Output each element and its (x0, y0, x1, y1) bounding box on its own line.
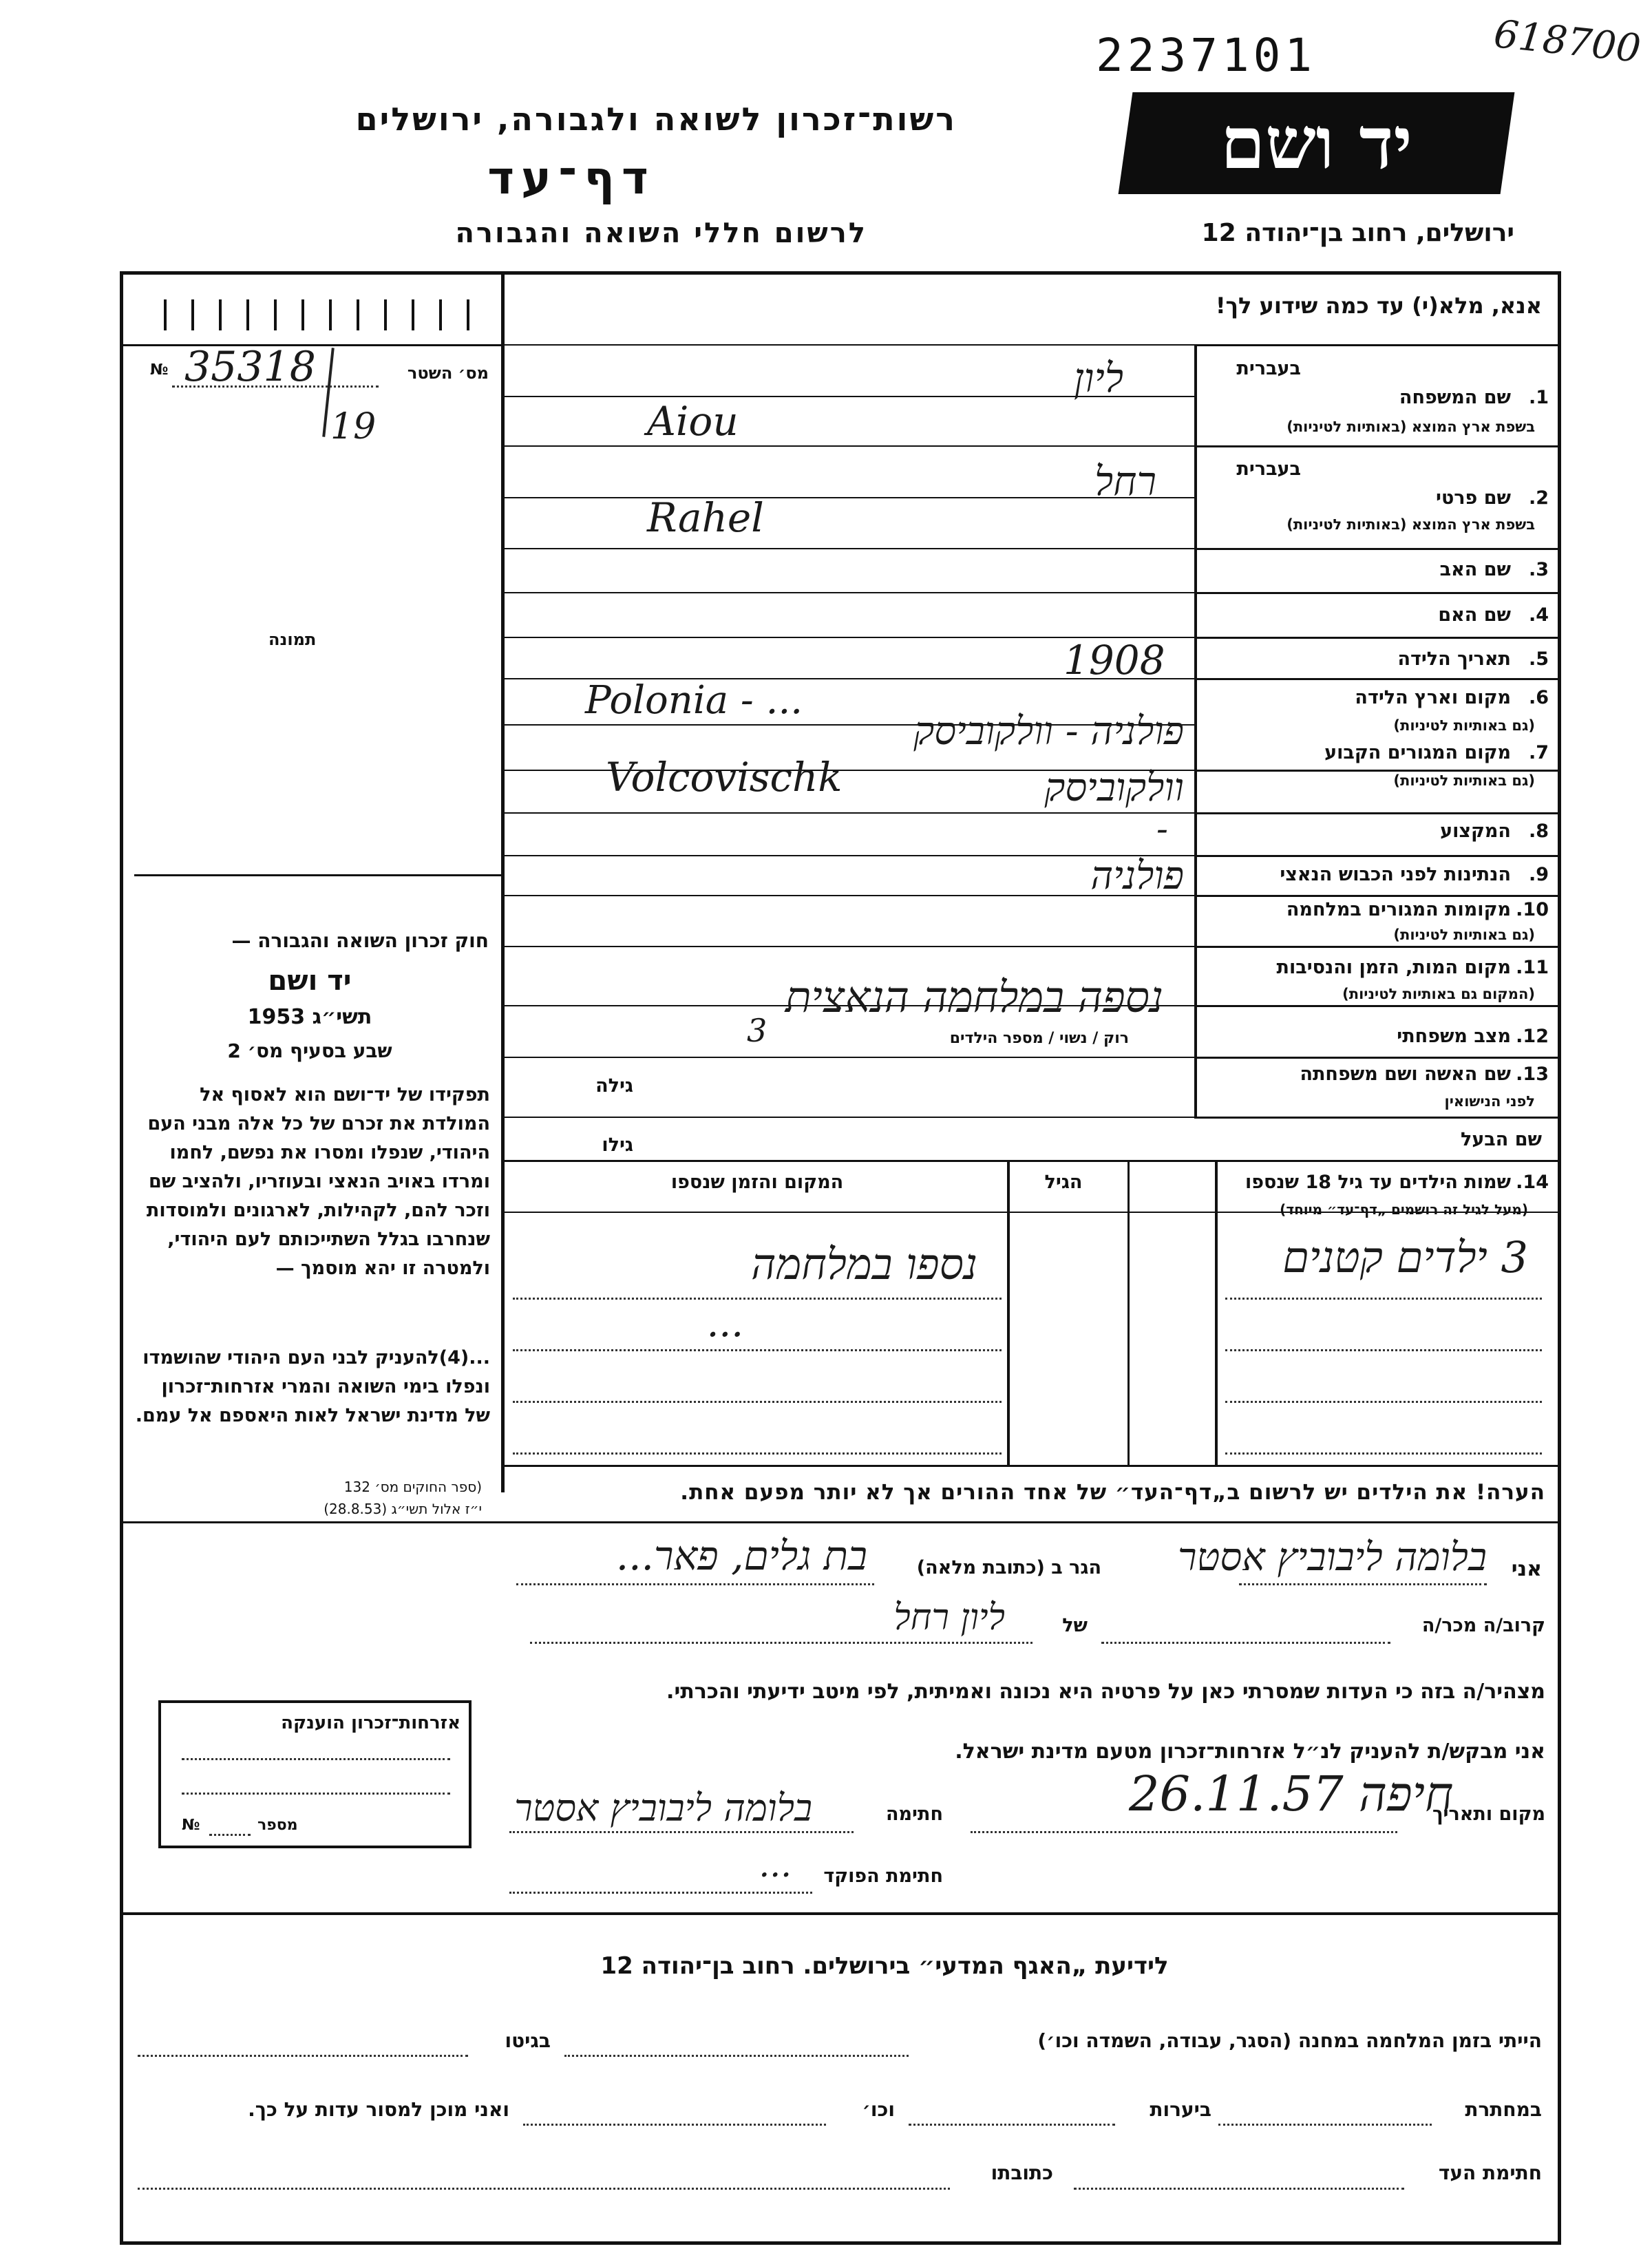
photo-label: תמונה (268, 630, 317, 649)
field-6-sub: (גם באותיות לטיניות) (1393, 717, 1535, 734)
law-ref: (ספר החוקים מס׳ 132 (343, 1479, 482, 1495)
field-11-num: 11. (1516, 957, 1549, 978)
field-5-num: 5. (1528, 648, 1549, 670)
declaration-name-value: בלומה ליבוביץ אסטר (1178, 1535, 1487, 1580)
field-10-label: מקומות המגורים במלחמה (1286, 899, 1511, 920)
declaration-residing: הגר ב (כתובת מלאה) (916, 1557, 1101, 1578)
footer-row1-b: בגיטו (505, 2029, 551, 2052)
field-10-num: 10. (1516, 899, 1549, 920)
children-col-age: הגיל (1044, 1172, 1083, 1193)
declaration-address-value: בת גלים, פאר... (615, 1532, 867, 1579)
law-year: תשי״ג 1953 (247, 1005, 372, 1029)
field-5-label: תאריך הלידה (1397, 648, 1511, 670)
law-name: יד ושם (268, 965, 352, 997)
declaration-kinship-value: ליון רחל (893, 1597, 1005, 1638)
field-7-num: 7. (1528, 742, 1549, 763)
declaration-ani: אני (1511, 1557, 1542, 1581)
field-9-value: פולניה (1090, 854, 1184, 898)
serial-number: 35318 (184, 343, 316, 391)
field-13-sub: לפני הנישואין (1444, 1093, 1535, 1110)
field-5-value: 1908 (1063, 637, 1165, 684)
field-4-label: שם האם (1438, 604, 1511, 626)
field-1-sub: בשפת ארץ המוצא (באותיות לטיניות) (1286, 419, 1535, 435)
husband-label: שם הבעל (1460, 1129, 1542, 1150)
footer-row3-b: כתובתו (991, 2161, 1053, 2184)
serial-label: מס׳ השטר (407, 363, 489, 383)
note-text: הערה! את הילדים יש לרשום ב„דף־העד״ של אחד ההורים אך לא יותר מפעם אחת. (680, 1480, 1545, 1505)
field-7-sub: (גם באותיות לטיניות) (1393, 772, 1535, 789)
declaration-place-date-value: חיפה 26.11.57 (1129, 1766, 1454, 1822)
field-12-options: רוק / נשוי / מספר הילדים (949, 1030, 1129, 1047)
field-11-label: מקום המות, הזמן והנסיבות (1276, 957, 1511, 978)
field-6-num: 6. (1528, 687, 1549, 708)
yad-vashem-logo (1119, 92, 1515, 194)
field-1-num: 1. (1528, 387, 1549, 408)
field-6-value: פולניה - וולקוביסק (913, 709, 1184, 754)
field-1-latin-value: Aiou (647, 398, 739, 445)
footer-row3-a: חתימת העד (1438, 2161, 1542, 2184)
field-3-label: שם האב (1439, 559, 1511, 580)
field-13-num: 13. (1516, 1064, 1549, 1085)
field-11-sub: (המקום גם באותיות לטיניות) (1342, 986, 1535, 1002)
field-10-sub: (גם באותיות לטיניות) (1393, 927, 1535, 943)
corner-handwritten-number: 618700 (1492, 12, 1643, 72)
field-13-label: שם האשה ושם משפחתה (1300, 1064, 1511, 1085)
footer-row2-c: וכו׳ (862, 2098, 895, 2121)
footer-title: לידיעת „האגף המדעי״ בירושלים. רחוב בן־יהודה 12 (600, 1952, 1169, 1980)
field-14-num: 14. (1516, 1172, 1549, 1193)
barcode-ticks (138, 299, 496, 334)
law-text: תפקידו של יד־ושם הוא לאסוף אל המולדת את זכרם של כל אלה מבני העם היהודי, שנפלו ומסרו את נפשם, לחמו ומרדו באויב הנאצי ובעוזריו, ולהציב שם וזכר להם, לקהילות, לארגונים ולמוסדות שנחרבו בגלל השתייכותם לעם היהודי, ולמטרה זו יהא מוסמך — (146, 1084, 490, 1279)
serial-mark: № (150, 361, 169, 379)
stamp-box-title: אזרחות־זכרון הוענקה (281, 1713, 460, 1733)
field-8-value: - (1156, 809, 1168, 849)
field-9-num: 9. (1528, 864, 1549, 885)
field-6-label: מקום וארץ הלידה (1355, 687, 1511, 708)
field-4-num: 4. (1528, 604, 1549, 626)
field-8-num: 8. (1528, 821, 1549, 842)
law-clause: שבע בסעיף מס׳ 2 (227, 1039, 392, 1062)
declaration-signature-value: בלומה ליבוביץ אסטר (514, 1786, 812, 1830)
field-7-value: וולקוביסק (1044, 765, 1184, 810)
declaration-officer-label: חתימת הפוקד (823, 1865, 943, 1887)
declaration-kinship-label: קרוב/ה מכר/ה (1421, 1615, 1545, 1636)
field-2-hebrew-value: רחל (1094, 458, 1156, 505)
field-12-num: 12. (1516, 1026, 1549, 1047)
field-2-sub: בשפת ארץ המוצא (באותיות לטיניות) (1286, 516, 1535, 533)
children-names-value: 3 ילדים קטנים (1282, 1232, 1528, 1282)
field-12-value: 3 (747, 1012, 767, 1049)
field-6-latin-value: Polonia - ... (585, 678, 803, 723)
field-11-value: נספה במלחמה הנאצית (785, 972, 1163, 1022)
field-1-label: שם המשפחה (1399, 387, 1511, 408)
field-14-label: שמות הילדים עד גיל 18 שנספו (1245, 1172, 1511, 1193)
law-date: י״ז אלול תשי״ג (28.8.53) (324, 1501, 482, 1517)
declaration-signature-label: חתימה (885, 1804, 943, 1825)
field-1-hebrew-value: ליון (1074, 355, 1123, 401)
footer-row2-b: ביערות (1150, 2098, 1211, 2121)
declaration-of-label: של (1062, 1615, 1088, 1636)
children-place-extra: ... (706, 1301, 743, 1346)
field-2-hebrew-tag: בעברית (1236, 458, 1301, 480)
field-7-label: מקום המגורים הקבוע (1324, 742, 1511, 763)
address: ירושלים, רחוב בן־יהודה 12 (1201, 219, 1514, 247)
stamp-box-number-mark: № (182, 1817, 200, 1834)
field-12-label: מצב משפחתי (1397, 1026, 1511, 1047)
law-title: חוק זכרון השואה והגבורה — (231, 929, 489, 952)
field-14-sub: (מעל לגיל זה רושמים „דף־עד״ מיוחד) (1280, 1201, 1528, 1218)
law-text-4: ...(4)להעניק לבני העם היהודי שהושמדו ונפלו בימי השואה והמרי אזרחות־זכרון של מדינת ישראל לאות היאספם אל עמם. (135, 1347, 490, 1426)
logo-text: יד ושם (1220, 101, 1412, 185)
wife-age-label: גילה (595, 1075, 633, 1097)
form-subtitle: לרשום חללי השואה והגבורה (455, 218, 867, 249)
declaration-place-date-label: מקום ותאריך (1432, 1804, 1545, 1825)
children-place-value: נספו במלחמה (751, 1239, 977, 1289)
field-3-num: 3. (1528, 559, 1549, 580)
document-number: 2237101 (1096, 29, 1317, 82)
intro-text: אנא, מלא(י) עד כמה שידוע לך! (1215, 293, 1542, 319)
serial-suffix: 19 (330, 406, 377, 447)
field-9-label: הנתינות לפני הכבוש הנאצי (1280, 864, 1511, 885)
authority-line: רשות־זכרון לשואה ולגבורה, ירושלים (355, 101, 957, 138)
footer-row2-a: במחתרת (1465, 2098, 1542, 2121)
footer-row2-d: ואני מוכן למסור עדות על כך. (248, 2098, 509, 2121)
children-col-place: המקום והזמן שנספו (670, 1172, 844, 1193)
field-8-label: המקצוע (1440, 821, 1511, 842)
footer-row1-a: הייתי בזמן המלחמה במחנה (הסגר, עבודה, השמדה וכו׳) (1037, 2029, 1542, 2052)
declaration-request: אני מבקש/ת להעניק לנ״ל אזרחות־זכרון מטעם מדינת ישראל. (955, 1740, 1545, 1764)
declaration-statement: מצהיר/ה בזה כי העדות שמסרתי כאן על פרטיה היא נכונה ואמיתית, לפי מיטב ידיעתי והכרתי. (666, 1680, 1545, 1704)
field-7-latin-value: Volcovischk (606, 754, 843, 801)
field-2-num: 2. (1528, 487, 1549, 509)
stamp-box-number-label: מספר (257, 1817, 298, 1834)
declaration-officer-value: ... (759, 1845, 792, 1885)
memorial-citizenship-stamp-box (158, 1700, 472, 1848)
field-2-label: שם פרטי (1436, 487, 1511, 509)
field-2-latin-value: Rahel (647, 494, 764, 541)
form-title: דף־עד (487, 151, 655, 204)
husband-age-label: גילו (602, 1134, 633, 1156)
field-1-hebrew-tag: בעברית (1236, 358, 1301, 379)
